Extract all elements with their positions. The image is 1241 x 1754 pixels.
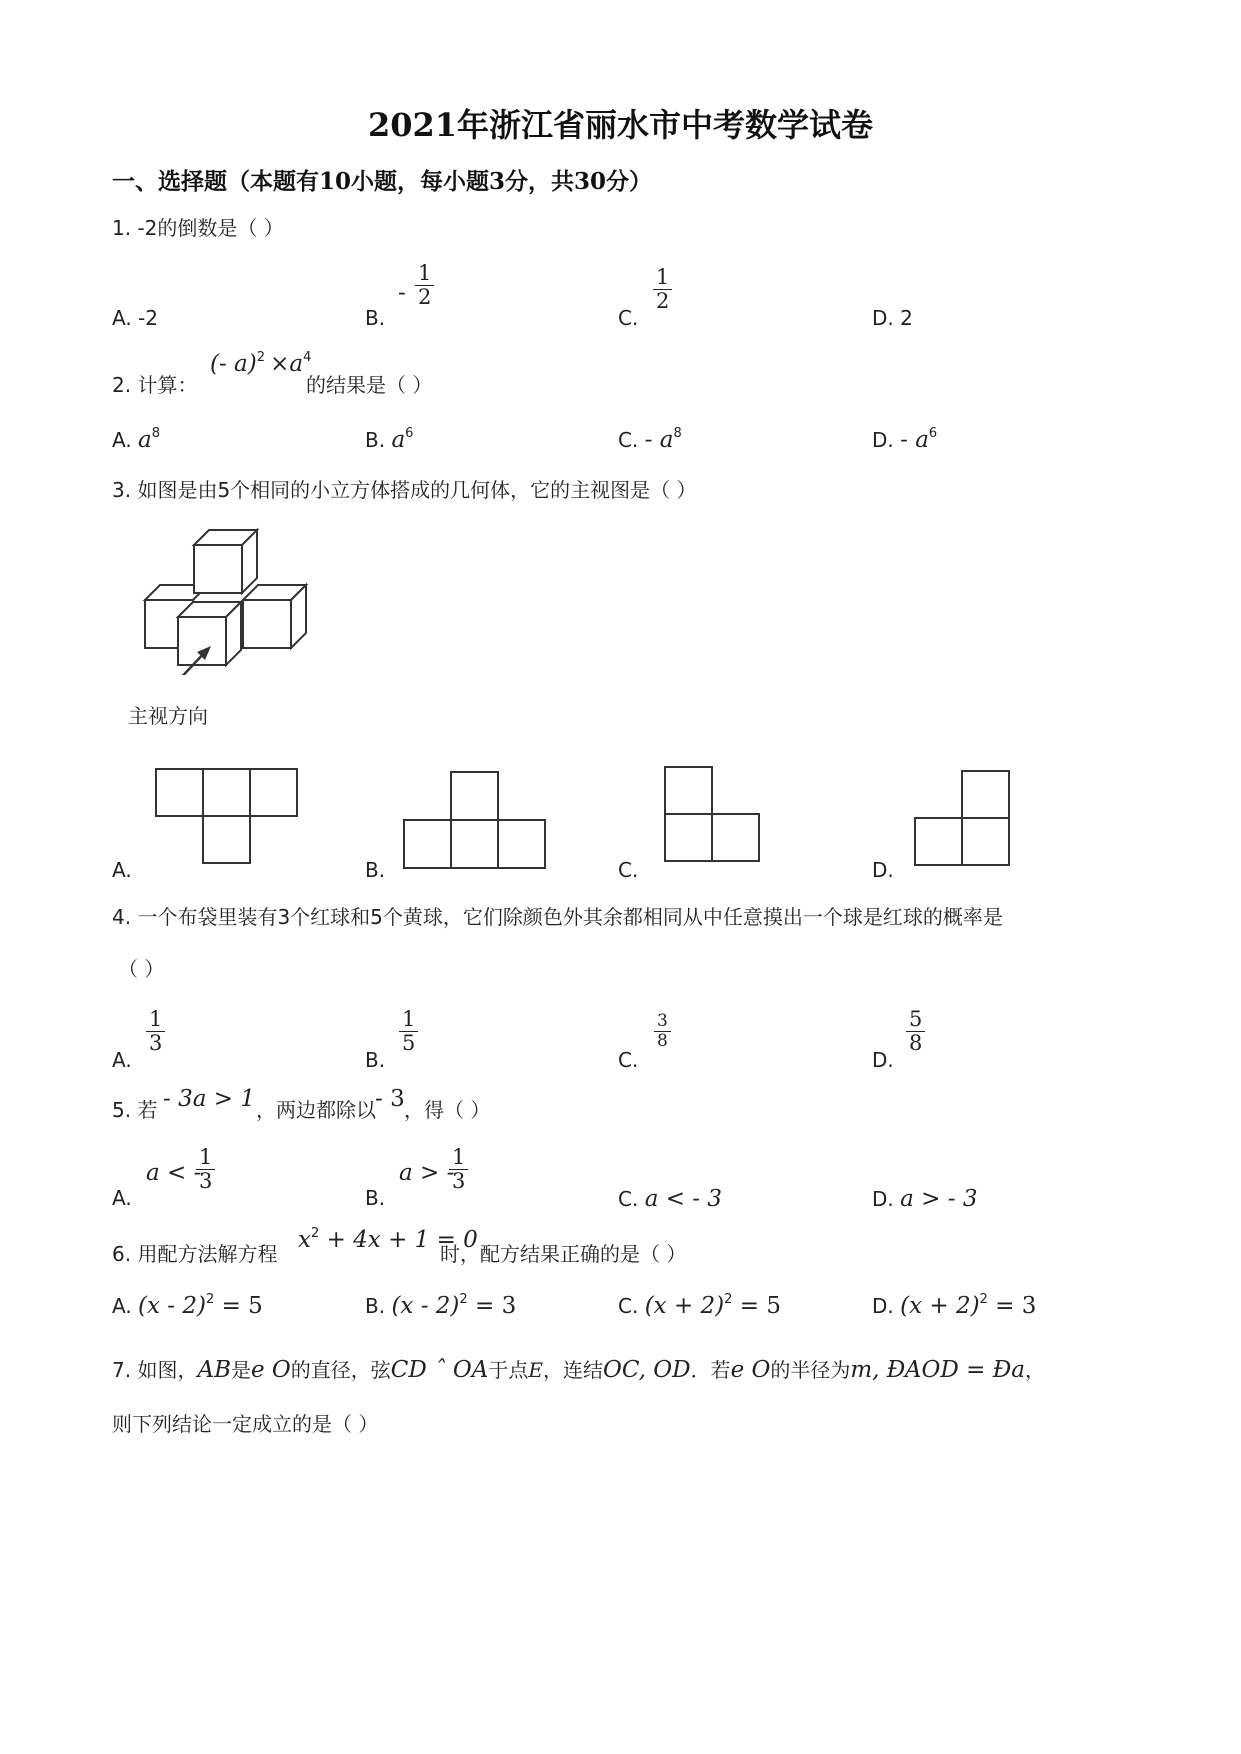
fraction: $\frac{1}{2}$ (415, 262, 434, 309)
q5-option-d[interactable]: D. a > - 3 (872, 1186, 978, 1212)
question-5-divisor: - 3 (375, 1086, 405, 1112)
option-label: B. (365, 306, 386, 330)
q1-option-a[interactable]: A. -2 (112, 306, 158, 330)
question-4-paren: （ ） (118, 957, 165, 981)
cube-figure (125, 525, 315, 675)
question-5-tail: ，得（ ） (404, 1098, 491, 1122)
question-4-stem: 4. 一个布袋里装有3个红球和5个黄球，它们除颜色外其余都相同从中任意摸出一个球是红球的概率是 (112, 905, 1003, 929)
page-title: 2021年浙江省丽水市中考数学试卷 (367, 106, 874, 144)
question-7-line1: 7. 如图，AB是e O的直径，弦CD ˆ OA于点E，连结OC, OD．若e O的半径为m, ÐAOD = Ða， (112, 1357, 1046, 1383)
question-2-num: 2. 计算： (112, 373, 198, 397)
q6-option-a[interactable]: A. (x - 2)$^2$ = 5 (112, 1292, 263, 1319)
question-5-mid: ，两边都除以 (256, 1098, 376, 1122)
fraction: $\frac{1}{2}$ (653, 266, 672, 313)
q3-option-d[interactable]: D. (872, 858, 894, 882)
q6-option-c[interactable]: C. $(x + 2)^2 = 5$ (618, 1292, 781, 1319)
q2-option-c[interactable]: C. - $a^8$ (618, 426, 682, 453)
q3-option-b[interactable]: B. (365, 858, 386, 882)
question-2-expression: (- $a)^2 \times a^4$ (210, 350, 312, 377)
question-6-tail: 时，配方结果正确的是（ ） (440, 1242, 687, 1266)
q3-figure-a (154, 766, 302, 866)
question-5-inequality: - 3a > 1 (163, 1086, 255, 1112)
fraction: $\frac{1}{3}$ (146, 1008, 165, 1055)
question-2-tail: 的结果是（ ） (306, 373, 433, 397)
question-3-stem: 3. 如图是由5个相同的小立方体搭成的几何体，它的主视图是（ ） (112, 478, 697, 502)
q2-option-b[interactable]: B. $a^6$ (365, 426, 414, 453)
q6-option-b[interactable]: B. (x - 2)$^2$ = 3 (365, 1292, 517, 1319)
q3-option-a[interactable]: A. (112, 858, 132, 882)
option-label: C. (618, 306, 639, 330)
q3-figure-d (912, 768, 1014, 870)
section-heading: 一、选择题（本题有10小题，每小题3分，共30分） (112, 168, 653, 195)
fraction: $\frac{5}{8}$ (906, 1008, 925, 1055)
q3-figure-b (402, 770, 550, 872)
q6-option-d[interactable]: D. $(x + 2)^2 = 3$ (872, 1292, 1037, 1319)
fraction: $\frac{1}{3}$ (449, 1146, 468, 1193)
fraction: $\frac{1}{5}$ (399, 1008, 418, 1055)
q1-option-d[interactable]: D. 2 (872, 306, 913, 330)
view-direction-label: 主视方向 (128, 704, 208, 728)
q3-figure-c (662, 764, 764, 866)
minus-sign: - (398, 280, 406, 306)
question-7-line2: 则下列结论一定成立的是（ ） (112, 1412, 379, 1436)
question-6-equation: $x^2 + 4x + 1 = 0$ (298, 1226, 478, 1253)
question-6-num: 6. 用配方法解方程 (112, 1242, 278, 1266)
question-1-stem: 1. -2的倒数是（ ） (112, 216, 284, 240)
fraction: $\frac{1}{3}$ (196, 1146, 215, 1193)
q2-option-d[interactable]: D. - $a^6$ (872, 426, 938, 453)
fraction: $\frac{3}{8}$ (654, 1012, 671, 1050)
q3-option-c[interactable]: C. (618, 858, 639, 882)
q5-option-c[interactable]: C. a < - 3 (618, 1186, 723, 1212)
q2-option-a[interactable]: A. $a^8$ (112, 426, 161, 453)
question-5-num: 5. 若 (112, 1098, 158, 1122)
